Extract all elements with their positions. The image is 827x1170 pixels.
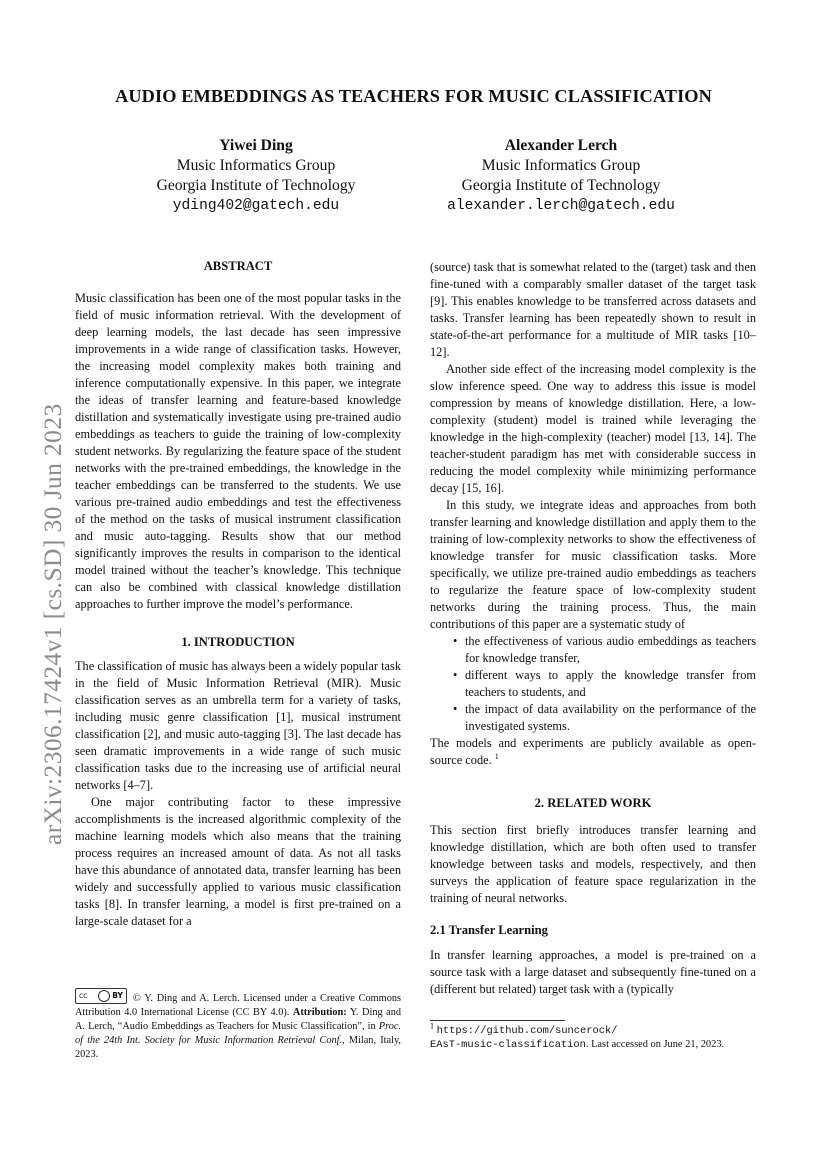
intro-paragraph-4: In this study, we integrate ideas and approaches from both transfer learning and knowledge distillation and apply them to the training of low-complexity networks to show the effectiveness of knowledge transfer for music classification tasks. More specifically, we utilize pre-trained audio embeddings as teachers to regularize the feature space of low-complexity student networks during the training process. Thus, the main contributions of this paper are a systematic study of [430, 498, 756, 631]
intro-paragraph-2: One major contributing factor to these impressive accomplishments is the increased algorithmic complexity of the machine learning models which also means that the training process requires an increased amount of data. As not all tasks have this abundance of annotated data, transfer learning has been widely and successfully applied to various music classification tasks [8]. In transfer learning, a model is first pre-trained on a large-scale dataset for a [75, 795, 401, 928]
attribution-label: Attribution: [292, 1007, 347, 1018]
related-paragraph-1: This section first briefly introduces transfer learning and knowledge distillation, which are both often used to transfer knowledge between tasks and models, respectively, and then surveys the application of feature space regularization in the training of neural networks. [430, 823, 756, 905]
attribution-text: Y. Ding and A. Lerch, “Audio Embeddings as Teachers for Music Classification”, in [75, 1007, 401, 1032]
author-institute: Georgia Institute of Technology [461, 177, 661, 194]
author-name: Yiwei Ding [219, 137, 293, 154]
arxiv-stamp: arXiv:2306.17424v1 [cs.SD] 30 Jun 2023 [38, 403, 67, 845]
abstract-text: Music classification has been one of the most popular tasks in the field of music information retrieval. With the development of deep learning models, the last decade has seen impressive improvements in a wide range of classification tasks. However, the increasing model complexity makes both training and inference computationally expensive. In this paper, we integrate the ideas of transfer learning and feature-based knowledge distillation and systematically investigate using pre-trained audio embeddings as teachers to guide the training of low-complexity student networks. By regularizing the feature space of the student networks with the pre-trained embeddings, the knowledge in the teacher embeddings can be transferred to the students. We use various pre-trained audio embeddings and test the effectiveness of the method on the tasks of musical instrument classification and music auto-tagging. Results show that our method significantly improves the results in comparison to the identical model trained without the teacher’s knowledge. This technique can also be combined with classical knowledge distillation approaches to further improve the model’s performance. [75, 291, 401, 611]
cc-by-license-icon [75, 988, 127, 1004]
list-item: • the impact of data availability on the performance of the investigated systems. [453, 702, 756, 733]
bullet-icon: • [453, 668, 458, 682]
footnote [430, 1021, 756, 1052]
footnote-marker[interactable]: 1 [494, 751, 499, 761]
cc-badge-cc: cc [79, 991, 88, 1000]
related-work-heading: 2. RELATED WORK [534, 796, 652, 810]
transfer-learning-paragraph: In transfer learning approaches, a model is pre-trained on a source task with a large dataset and subsequently fine-tuned on a (different but related) target task with a (typically [430, 948, 756, 996]
venue: Proc. of the 24th Int. Society for Music Information Retrieval Conf., [75, 1021, 401, 1046]
footnote-accessed: . Last accessed on June 21, 2023. [585, 1039, 725, 1050]
footnote-url[interactable]: https://github.com/suncerock/ EAsT-music-classification [430, 1025, 618, 1051]
list-item: • the effectiveness of various audio embeddings as teachers for knowledge transfer, [453, 634, 756, 665]
author-group: Music Informatics Group [176, 157, 336, 174]
person-icon [98, 990, 110, 1002]
cc-badge-by: BY [112, 991, 123, 1000]
venue-place: Milan, Italy, 2023. [75, 1035, 401, 1060]
list-item: • different ways to apply the knowledge transfer from teachers to students, and [453, 668, 756, 699]
bullet-icon: • [453, 634, 458, 648]
contributions-list [430, 633, 756, 735]
abstract-heading: ABSTRACT [203, 259, 273, 273]
transfer-learning-heading: 2.1 Transfer Learning [430, 923, 548, 937]
author-block-1 [106, 136, 406, 216]
author-group: Music Informatics Group [481, 157, 641, 174]
author-block-2 [411, 136, 711, 216]
author-name: Alexander Lerch [504, 137, 618, 154]
bullet-icon: • [453, 702, 458, 716]
paper-title: AUDIO EMBEDDINGS AS TEACHERS FOR MUSIC CLASSIFICATION [115, 86, 712, 106]
footnote-divider [430, 1020, 565, 1021]
intro-paragraph-1: The classification of music has always been a widely popular task in the field of Music Information Retrieval (MIR). Music classification serves as an umbrella term for a variety of tasks, including music genre classification [1], musical instrument classification [2], and music auto-tagging [3]. The last decade has seen dramatic improvements in a wide range of such music classification tasks due to the increasing use of artificial neural networks [4–7]. [75, 659, 401, 792]
author-email[interactable]: alexander.lerch@gatech.edu [447, 198, 675, 214]
author-email[interactable]: yding402@gatech.edu [172, 198, 340, 214]
introduction-heading: 1. INTRODUCTION [181, 635, 295, 649]
left-column [75, 258, 401, 930]
footnote-number: 1 [430, 1021, 434, 1031]
intro-paragraph-5: The models and experiments are publicly available as open-source code. $^1$ [430, 736, 756, 767]
right-column [430, 259, 756, 998]
intro-paragraph-2-continued: (source) task that is somewhat related to the (target) task and then fine-tuned with a comparably smaller dataset of the target task [9]. This enables knowledge to be transferred across datasets and tasks. Transfer learning has been repeatedly shown to result in state-of-the-art performance for a multitude of MIR tasks [10–12]. [430, 260, 756, 359]
license-lead: © Y. Ding and A. Lerch. Licensed under a Creative Commons Attribution 4.0 International License (CC BY 4.0). [75, 993, 401, 1018]
author-institute: Georgia Institute of Technology [156, 177, 356, 194]
license-notice [75, 988, 401, 1062]
intro-paragraph-3: Another side effect of the increasing model complexity is the slow inference speed. One way to address this issue is model compression by means of knowledge distillation. Here, a low-complexity (student) model is trained while leveraging the knowledge in the high-complexity (teacher) model [13, 14]. The teacher-student paradigm has met with considerable success in reducing the model complexity while minimizing performance decay [15, 16]. [430, 362, 756, 495]
